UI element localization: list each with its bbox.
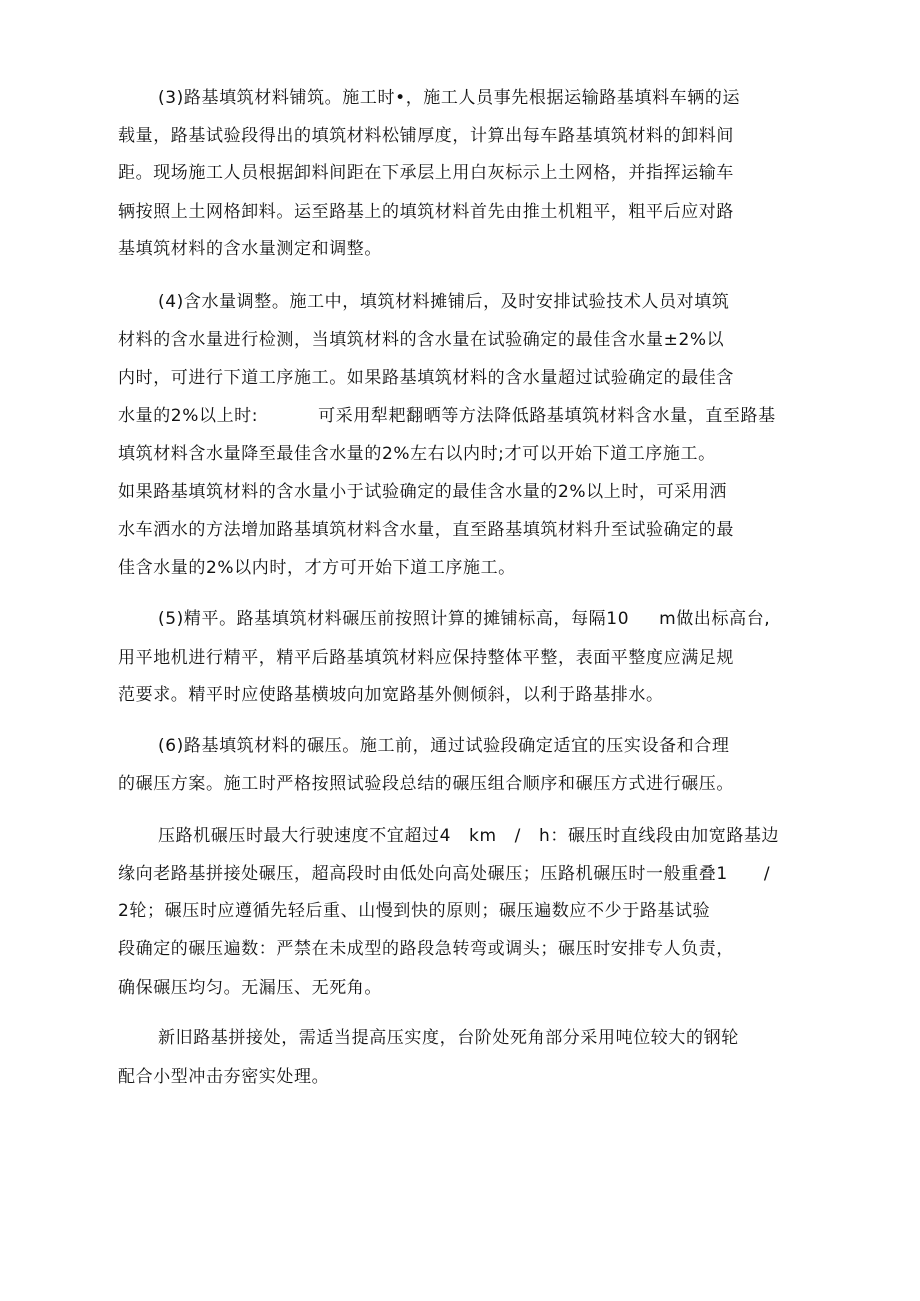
text-line: 距。现场施工人员根据卸料间距在下承层上用白灰标示上土网格，并指挥运输车: [118, 163, 734, 183]
text-line: 佳含水量的2%以内时，才方可开始下道工序施工。: [118, 558, 516, 578]
text-line: 材料的含水量进行检测，当填筑材料的含水量在试验确定的最佳含水量±2%以: [118, 330, 725, 350]
text-line: 缘向老路基拼接处碾压，超高段时由低处向高处碾压；压路机碾压时一般重叠1 /: [118, 864, 771, 884]
text-line: 2轮；碾压时应遵循先轻后重、山慢到快的原则；碾压遍数应不少于路基试验: [118, 901, 711, 921]
text-line: (6)路基填筑材料的碾压。施工前，通过试验段确定适宜的压实设备和合理: [158, 736, 730, 756]
text-line: 用平地机进行精平，精平后路基填筑材料应保持整体平整，表面平整度应满足规: [118, 648, 734, 668]
text-line: 基填筑材料的含水量测定和调整。: [118, 239, 382, 259]
text-line: 确保碾压均匀。无漏压、无死角。: [118, 978, 382, 998]
text-line: 如果路基填筑材料的含水量小于试验确定的最佳含水量的2%以上时，可采用洒: [118, 482, 727, 502]
text-line: 段确定的碾压遍数：严禁在未成型的路段急转弯或调头；碾压时安排专人负责，: [118, 939, 734, 959]
text-line: 配合小型冲击夯密实处理。: [118, 1067, 330, 1087]
text-line: 新旧路基拼接处，需适当提高压实度，台阶处死角部分采用吨位较大的钢轮: [158, 1028, 739, 1048]
text-line: 的碾压方案。施工时严格按照试验段总结的碾压组合顺序和碾压方式进行碾压。: [118, 774, 734, 794]
text-line: 填筑材料含水量降至最佳含水量的2%左右以内时;才可以开始下道工序施工。: [118, 444, 716, 464]
text-line: 水量的2%以上时: 可采用犁耙翻晒等方法降低路基填筑材料含水量，直至路基: [118, 406, 776, 426]
text-line: 内时，可进行下道工序施工。如果路基填筑材料的含水量超过试验确定的最佳含: [118, 368, 734, 388]
text-line: (4)含水量调整。施工中，填筑材料摊铺后，及时安排试验技术人员对填筑: [158, 292, 730, 312]
text-line: 压路机碾压时最大行驶速度不宜超过4 km / h：碾压时直线段由加宽路基边: [158, 826, 780, 846]
text-line: 水车洒水的方法增加路基填筑材料含水量，直至路基填筑材料升至试验确定的最: [118, 520, 734, 540]
text-line: 载量，路基试验段得出的填筑材料松铺厚度，计算出每车路基填筑材料的卸料间: [118, 126, 734, 146]
text-line: 辆按照上土网格卸料。运至路基上的填筑材料首先由推土机粗平，粗平后应对路: [118, 202, 734, 222]
text-line: (3)路基填筑材料铺筑。施工时•，施工人员事先根据运输路基填料车辆的运: [158, 88, 741, 108]
text-line: 范要求。精平时应使路基横坡向加宽路基外侧倾斜，以利于路基排水。: [118, 685, 664, 705]
text-line: (5)精平。路基填筑材料碾压前按照计算的摊铺标高，每隔10 m做出标高台,: [158, 609, 771, 629]
